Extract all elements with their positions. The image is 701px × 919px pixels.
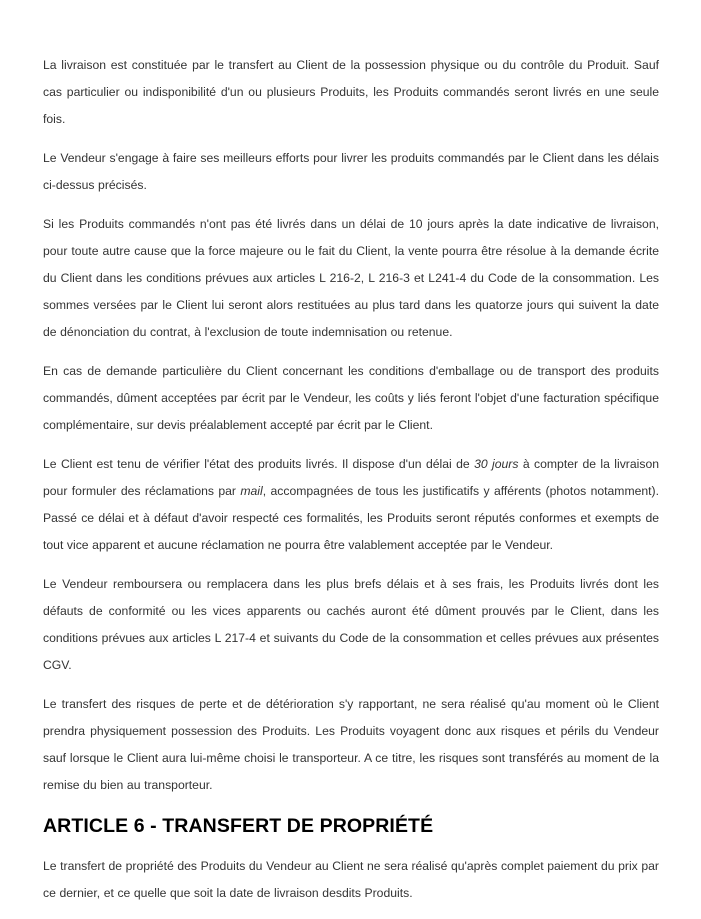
paragraph-text-segment: , accompagnées de tous les justificatifs y afférents (photos notamment). Passé ce délai et à défaut d'avoir respecté ces formalités, les Produits seront réputés conformes et exempts de tout vice apparent et aucune réclamation ne pourra être valablement acceptée par le Vendeur.: [43, 484, 659, 552]
paragraph-text-segment: à compter de la livraison pour formuler des réclamations par: [43, 457, 659, 498]
paragraph-remboursement-remplacement: Le Vendeur remboursera ou remplacera dans les plus brefs délais et à ses frais, les Produits livrés dont les défauts de conformité ou les vices apparents ou cachés auront été dûment prouvés par le Client, dans les conditions prévues aux articles L 217-4 et suivants du Code de la consommation et celles prévues aux présentes CGV.: [43, 577, 659, 672]
paragraph-verification-produits: [43, 451, 659, 559]
paragraph-delais-engagement: Le Vendeur s'engage à faire ses meilleurs efforts pour livrer les produits commandés par le Client dans les délais ci-dessus précisés.: [43, 151, 659, 192]
document-body: [43, 52, 659, 919]
paragraph-italic-segment: mail: [240, 484, 263, 498]
paragraph-retard-livraison: Si les Produits commandés n'ont pas été livrés dans un délai de 10 jours après la date indicative de livraison, pour toute autre cause que la force majeure ou le fait du Client, la vente pourra être résolue à la demande écrite du Client dans les conditions prévues aux articles L 216-2, L 216-3 et L241-4 du Code de la consommation. Les sommes versées par le Client lui seront alors restituées au plus tard dans les quatorze jours qui suivent la date de dénonciation du contrat, à l'exclusion de toute indemnisation ou retenue.: [43, 217, 659, 339]
paragraph-transfert-propriete: Le transfert de propriété des Produits du Vendeur au Client ne sera réalisé qu'après complet paiement du prix par ce dernier, et ce quelle que soit la date de livraison desdits Produits.: [43, 859, 659, 900]
paragraph-transfert-risques: Le transfert des risques de perte et de détérioration s'y rapportant, ne sera réalisé qu'au moment où le Client prendra physiquement possession des Produits. Les Produits voyagent donc aux risques et périls du Vendeur sauf lorsque le Client aura lui-même choisi le transporteur. A ce titre, les risques sont transférés au moment de la remise du bien au transporteur.: [43, 697, 659, 792]
paragraph-italic-segment: 30 jours: [474, 457, 519, 471]
article-6-heading: ARTICLE 6 - TRANSFERT DE PROPRIÉTÉ: [43, 815, 434, 837]
paragraph-livraison-definition: La livraison est constituée par le transfert au Client de la possession physique ou du contrôle du Produit. Sauf cas particulier ou indisponibilité d'un ou plusieurs Produits, les Produits commandés seront livrés en une seule fois.: [43, 58, 659, 126]
paragraph-text-segment: Le Client est tenu de vérifier l'état des produits livrés. Il dispose d'un délai de: [43, 457, 475, 471]
paragraph-emballage-transport: En cas de demande particulière du Client concernant les conditions d'emballage ou de transport des produits commandés, dûment acceptées par écrit par le Vendeur, les coûts y liés feront l'objet d'une facturation spécifique complémentaire, sur devis préalablement accepté par écrit par le Client.: [43, 364, 659, 432]
